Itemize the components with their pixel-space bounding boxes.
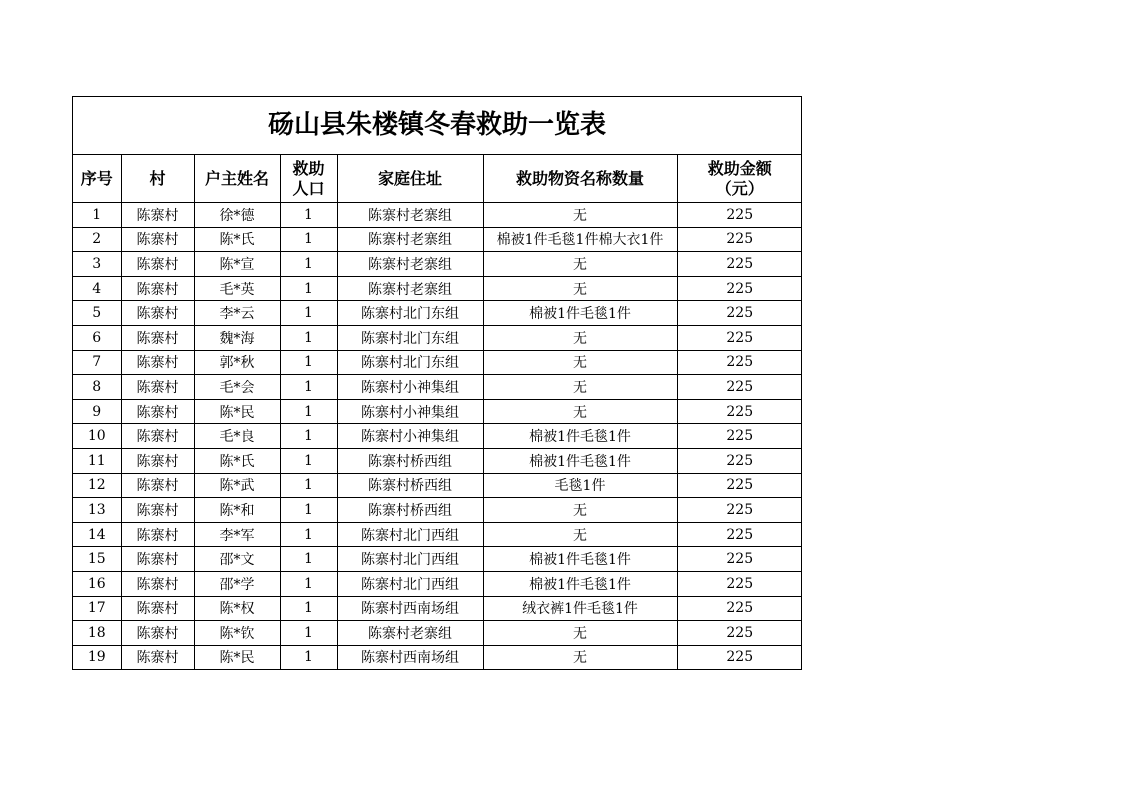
cell-village: 陈寨村: [121, 498, 194, 523]
header-materials: 救助物资名称数量: [483, 155, 677, 203]
cell-materials: 无: [483, 325, 677, 350]
cell-seq: 10: [73, 424, 121, 449]
cell-amount: 225: [677, 350, 802, 375]
cell-aid-people: 1: [280, 645, 337, 669]
relief-table-sheet: [72, 96, 802, 670]
cell-seq: 5: [73, 301, 121, 326]
cell-amount: 225: [677, 227, 802, 252]
header-aid-people: [280, 155, 337, 203]
cell-head-name: 陈*民: [194, 645, 280, 669]
cell-head-name: 邵*文: [194, 547, 280, 572]
cell-head-name: 陈*武: [194, 473, 280, 498]
cell-address: 陈寨村小神集组: [337, 399, 483, 424]
cell-seq: 13: [73, 498, 121, 523]
table-row: [73, 325, 802, 350]
cell-head-name: 邵*学: [194, 571, 280, 596]
cell-address: 陈寨村桥西组: [337, 498, 483, 523]
cell-head-name: 郭*秋: [194, 350, 280, 375]
table-row: [73, 252, 802, 277]
cell-address: 陈寨村老寨组: [337, 621, 483, 646]
cell-aid-people: 1: [280, 498, 337, 523]
table-row: [73, 448, 802, 473]
cell-materials: 棉被1件毛毯1件: [483, 571, 677, 596]
cell-village: 陈寨村: [121, 276, 194, 301]
cell-amount: 225: [677, 547, 802, 572]
cell-amount: 225: [677, 571, 802, 596]
cell-head-name: 李*云: [194, 301, 280, 326]
cell-village: 陈寨村: [121, 350, 194, 375]
header-aid-people-line2: 人口: [292, 178, 325, 198]
cell-address: 陈寨村小神集组: [337, 424, 483, 449]
relief-table: [73, 155, 802, 669]
cell-address: 陈寨村北门东组: [337, 350, 483, 375]
cell-head-name: 毛*英: [194, 276, 280, 301]
table-row: [73, 399, 802, 424]
cell-aid-people: 1: [280, 448, 337, 473]
cell-village: 陈寨村: [121, 473, 194, 498]
cell-head-name: 魏*海: [194, 325, 280, 350]
cell-village: 陈寨村: [121, 621, 194, 646]
cell-village: 陈寨村: [121, 252, 194, 277]
cell-aid-people: 1: [280, 621, 337, 646]
cell-aid-people: 1: [280, 473, 337, 498]
header-head-name: 户主姓名: [194, 155, 280, 203]
cell-address: 陈寨村老寨组: [337, 227, 483, 252]
cell-head-name: 毛*良: [194, 424, 280, 449]
header-amount-line2: （元）: [715, 178, 764, 198]
cell-head-name: 陈*和: [194, 498, 280, 523]
cell-amount: 225: [677, 498, 802, 523]
cell-head-name: 陈*氏: [194, 448, 280, 473]
cell-address: 陈寨村老寨组: [337, 203, 483, 228]
cell-seq: 7: [73, 350, 121, 375]
cell-amount: 225: [677, 596, 802, 621]
cell-amount: 225: [677, 522, 802, 547]
cell-head-name: 陈*钦: [194, 621, 280, 646]
cell-address: 陈寨村桥西组: [337, 473, 483, 498]
cell-materials: 棉被1件毛毯1件: [483, 448, 677, 473]
cell-village: 陈寨村: [121, 448, 194, 473]
table-row: [73, 227, 802, 252]
header-village: 村: [121, 155, 194, 203]
cell-head-name: 陈*宣: [194, 252, 280, 277]
cell-address: 陈寨村西南场组: [337, 596, 483, 621]
cell-aid-people: 1: [280, 375, 337, 400]
cell-amount: 225: [677, 645, 802, 669]
table-row: [73, 571, 802, 596]
header-address: 家庭住址: [337, 155, 483, 203]
cell-aid-people: 1: [280, 596, 337, 621]
table-row: [73, 621, 802, 646]
cell-amount: 225: [677, 399, 802, 424]
cell-materials: 无: [483, 645, 677, 669]
cell-materials: 无: [483, 350, 677, 375]
cell-seq: 3: [73, 252, 121, 277]
cell-amount: 225: [677, 473, 802, 498]
cell-address: 陈寨村老寨组: [337, 276, 483, 301]
cell-materials: 棉被1件毛毯1件: [483, 424, 677, 449]
cell-head-name: 陈*氏: [194, 227, 280, 252]
cell-head-name: 陈*民: [194, 399, 280, 424]
cell-head-name: 李*军: [194, 522, 280, 547]
cell-materials: 绒衣裤1件毛毯1件: [483, 596, 677, 621]
table-row: [73, 301, 802, 326]
cell-village: 陈寨村: [121, 325, 194, 350]
cell-head-name: 毛*会: [194, 375, 280, 400]
cell-amount: 225: [677, 203, 802, 228]
table-row: [73, 424, 802, 449]
cell-seq: 18: [73, 621, 121, 646]
cell-address: 陈寨村西南场组: [337, 645, 483, 669]
cell-amount: 225: [677, 252, 802, 277]
cell-aid-people: 1: [280, 325, 337, 350]
table-row: [73, 498, 802, 523]
cell-aid-people: 1: [280, 203, 337, 228]
cell-address: 陈寨村北门西组: [337, 571, 483, 596]
cell-head-name: 陈*权: [194, 596, 280, 621]
cell-aid-people: 1: [280, 350, 337, 375]
header-amount: [677, 155, 802, 203]
table-row: [73, 547, 802, 572]
cell-address: 陈寨村北门西组: [337, 547, 483, 572]
cell-seq: 4: [73, 276, 121, 301]
cell-amount: 225: [677, 301, 802, 326]
cell-materials: 无: [483, 399, 677, 424]
cell-aid-people: 1: [280, 571, 337, 596]
cell-village: 陈寨村: [121, 645, 194, 669]
cell-aid-people: 1: [280, 547, 337, 572]
table-row: [73, 596, 802, 621]
table-row: [73, 522, 802, 547]
table-body: [73, 203, 802, 670]
cell-address: 陈寨村桥西组: [337, 448, 483, 473]
cell-address: 陈寨村北门东组: [337, 301, 483, 326]
cell-seq: 2: [73, 227, 121, 252]
cell-seq: 9: [73, 399, 121, 424]
cell-address: 陈寨村北门东组: [337, 325, 483, 350]
cell-address: 陈寨村北门西组: [337, 522, 483, 547]
cell-amount: 225: [677, 375, 802, 400]
cell-aid-people: 1: [280, 252, 337, 277]
cell-amount: 225: [677, 621, 802, 646]
cell-village: 陈寨村: [121, 301, 194, 326]
cell-village: 陈寨村: [121, 596, 194, 621]
cell-seq: 15: [73, 547, 121, 572]
cell-seq: 19: [73, 645, 121, 669]
cell-materials: 棉被1件毛毯1件棉大衣1件: [483, 227, 677, 252]
cell-address: 陈寨村小神集组: [337, 375, 483, 400]
cell-village: 陈寨村: [121, 399, 194, 424]
header-aid-people-line1: 救助: [292, 158, 325, 178]
table-row: [73, 645, 802, 669]
cell-village: 陈寨村: [121, 375, 194, 400]
cell-seq: 16: [73, 571, 121, 596]
cell-village: 陈寨村: [121, 547, 194, 572]
cell-village: 陈寨村: [121, 203, 194, 228]
cell-village: 陈寨村: [121, 571, 194, 596]
cell-amount: 225: [677, 448, 802, 473]
cell-seq: 11: [73, 448, 121, 473]
table-row: [73, 473, 802, 498]
cell-materials: 无: [483, 203, 677, 228]
cell-aid-people: 1: [280, 522, 337, 547]
cell-materials: 棉被1件毛毯1件: [483, 547, 677, 572]
cell-seq: 6: [73, 325, 121, 350]
table-row: [73, 276, 802, 301]
cell-aid-people: 1: [280, 227, 337, 252]
page-title: 砀山县朱楼镇冬春救助一览表: [73, 97, 801, 155]
cell-head-name: 徐*德: [194, 203, 280, 228]
table-header-row: [73, 155, 802, 203]
cell-materials: 无: [483, 375, 677, 400]
cell-materials: 棉被1件毛毯1件: [483, 301, 677, 326]
header-amount-line1: 救助金额: [707, 158, 772, 178]
cell-seq: 14: [73, 522, 121, 547]
cell-materials: 无: [483, 276, 677, 301]
cell-amount: 225: [677, 325, 802, 350]
cell-village: 陈寨村: [121, 227, 194, 252]
cell-aid-people: 1: [280, 276, 337, 301]
cell-materials: 无: [483, 621, 677, 646]
cell-village: 陈寨村: [121, 424, 194, 449]
cell-seq: 12: [73, 473, 121, 498]
cell-address: 陈寨村老寨组: [337, 252, 483, 277]
cell-aid-people: 1: [280, 399, 337, 424]
cell-seq: 1: [73, 203, 121, 228]
table-row: [73, 350, 802, 375]
cell-aid-people: 1: [280, 424, 337, 449]
cell-village: 陈寨村: [121, 522, 194, 547]
cell-amount: 225: [677, 424, 802, 449]
header-seq: 序号: [73, 155, 121, 203]
cell-materials: 无: [483, 252, 677, 277]
cell-amount: 225: [677, 276, 802, 301]
cell-materials: 毛毯1件: [483, 473, 677, 498]
cell-materials: 无: [483, 498, 677, 523]
table-row: [73, 203, 802, 228]
table-row: [73, 375, 802, 400]
cell-materials: 无: [483, 522, 677, 547]
cell-seq: 8: [73, 375, 121, 400]
cell-aid-people: 1: [280, 301, 337, 326]
cell-seq: 17: [73, 596, 121, 621]
